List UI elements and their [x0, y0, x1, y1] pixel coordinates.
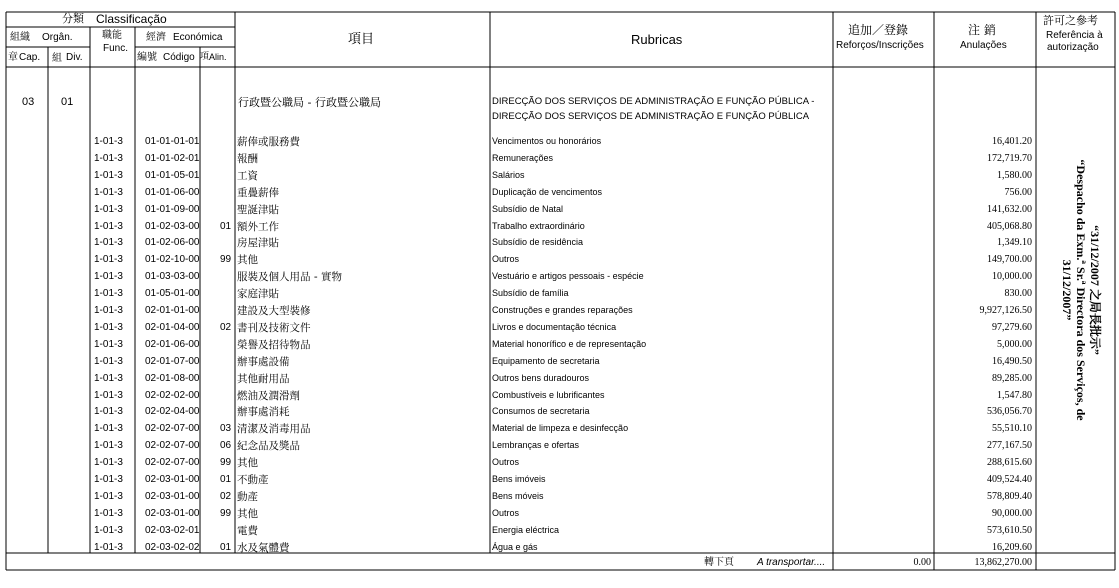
- row-anulacao: 5,000.00: [997, 339, 1032, 350]
- row-item-zh: 榮譽及招待物品: [237, 339, 311, 351]
- header-div-zh: 組: [52, 53, 62, 64]
- row-func: 1-01-3: [94, 406, 123, 417]
- row-item-zh: 水及氣體費: [237, 542, 290, 554]
- row-func: 1-01-3: [94, 373, 123, 384]
- row-func: 1-01-3: [94, 542, 123, 553]
- row-alin: 99: [220, 254, 232, 265]
- row-rubrica-pt: Subsídio de residência: [492, 237, 584, 247]
- row-codigo: 02-03-01-00: [145, 508, 200, 519]
- row-item-zh: 燃油及潤滑劑: [237, 390, 300, 402]
- row-anulacao: 172,719.70: [987, 153, 1032, 164]
- row-codigo: 01-02-03-00: [145, 221, 200, 232]
- row-anulacao: 55,510.10: [992, 423, 1032, 434]
- row-func: 1-01-3: [94, 322, 123, 333]
- row-item-zh: 其他耐用品: [237, 373, 290, 385]
- header-anulacoes-zh: 注 銷: [968, 23, 996, 37]
- row-item-zh: 電費: [237, 525, 258, 537]
- header-economica-pt: Económica: [173, 32, 223, 43]
- row-codigo: 01-01-09-00: [145, 204, 200, 215]
- row-item-zh: 薪俸或服務費: [237, 136, 300, 148]
- row-codigo: 02-01-01-00: [145, 305, 200, 316]
- row-item-zh: 房屋津貼: [237, 237, 279, 249]
- row-func: 1-01-3: [94, 474, 123, 485]
- header-cap-pt: Cap.: [19, 52, 41, 63]
- row-alin: 99: [220, 457, 232, 468]
- entity-name-pt-2: DIRECÇÃO DOS SERVIÇOS DE ADMINISTRAÇÃO E FUNÇÃO PÚBLICA: [492, 111, 810, 122]
- row-alin: 01: [220, 221, 232, 232]
- row-anulacao: 16,490.50: [992, 356, 1032, 367]
- row-alin: 02: [220, 491, 232, 502]
- row-rubrica-pt: Subsídio de Natal: [492, 204, 564, 214]
- row-func: 1-01-3: [94, 423, 123, 434]
- row-func: 1-01-3: [94, 221, 123, 232]
- header-funcional-pt: Func.: [103, 43, 129, 54]
- row-anulacao: 141,632.00: [987, 204, 1032, 215]
- row-func: 1-01-3: [94, 525, 123, 536]
- row-rubrica-pt: Outros: [492, 254, 520, 264]
- footer-label-zh: 轉下頁: [704, 557, 734, 568]
- header-rubricas: Rubricas: [631, 32, 683, 47]
- row-item-zh: 動產: [237, 491, 258, 503]
- row-item-zh: 其他: [237, 508, 258, 520]
- row-func: 1-01-3: [94, 187, 123, 198]
- row-rubrica-pt: Construções e grandes reparações: [492, 305, 633, 315]
- row-alin: 02: [220, 322, 232, 333]
- row-item-zh: 辦事處消耗: [237, 406, 290, 418]
- row-func: 1-01-3: [94, 170, 123, 181]
- row-item-zh: 其他: [237, 457, 258, 469]
- row-anulacao: 578,809.40: [987, 491, 1032, 502]
- entity-name-zh: 行政暨公職局 - 行政暨公職局: [238, 96, 381, 109]
- row-func: 1-01-3: [94, 440, 123, 451]
- row-rubrica-pt: Outros bens duradouros: [492, 373, 590, 383]
- header-referencia-pt2: autorização: [1047, 42, 1099, 53]
- row-func: 1-01-3: [94, 491, 123, 502]
- row-func: 1-01-3: [94, 356, 123, 367]
- row-anulacao: 89,285.00: [992, 373, 1032, 384]
- row-func: 1-01-3: [94, 254, 123, 265]
- row-codigo: 02-01-08-00: [145, 373, 200, 384]
- row-codigo: 02-03-02-01: [145, 525, 200, 536]
- row-rubrica-pt: Duplicação de vencimentos: [492, 187, 603, 197]
- row-codigo: 01-01-02-01: [145, 153, 200, 164]
- row-rubrica-pt: Água e gás: [492, 542, 538, 552]
- row-func: 1-01-3: [94, 390, 123, 401]
- row-codigo: 02-01-04-00: [145, 322, 200, 333]
- row-codigo: 02-01-06-00: [145, 339, 200, 350]
- header-cap-zh: 章: [8, 52, 18, 63]
- row-item-zh: 建設及大型裝修: [237, 305, 311, 317]
- header-classificacao-zh: 分類: [62, 12, 84, 25]
- header-div-pt: Div.: [66, 52, 83, 63]
- header-organica-zh: 組織: [10, 32, 30, 43]
- row-item-zh: 不動產: [237, 474, 269, 486]
- row-codigo: 02-02-07-00: [145, 440, 200, 451]
- row-codigo: 01-01-05-01: [145, 170, 200, 181]
- row-rubrica-pt: Bens imóveis: [492, 474, 546, 484]
- row-anulacao: 90,000.00: [992, 508, 1032, 519]
- header-codigo-zh: 編號: [137, 52, 157, 63]
- row-rubrica-pt: Equipamento de secretaria: [492, 356, 600, 366]
- row-func: 1-01-3: [94, 288, 123, 299]
- row-codigo: 02-02-04-00: [145, 406, 200, 417]
- row-item-zh: 家庭津貼: [237, 288, 279, 300]
- row-func: 1-01-3: [94, 237, 123, 248]
- row-codigo: 02-02-07-00: [145, 457, 200, 468]
- row-item-zh: 書刊及技術文件: [237, 322, 311, 334]
- row-anulacao: 536,056.70: [987, 406, 1032, 417]
- row-item-zh: 服裝及個人用品 - 實物: [237, 271, 342, 283]
- row-anulacao: 573,610.50: [987, 525, 1032, 536]
- row-codigo: 01-03-03-00: [145, 271, 200, 282]
- row-func: 1-01-3: [94, 271, 123, 282]
- row-codigo: 01-02-10-00: [145, 254, 200, 265]
- row-anulacao: 16,401.20: [992, 136, 1032, 147]
- row-codigo: 01-02-06-00: [145, 237, 200, 248]
- row-alin: 06: [220, 440, 232, 451]
- entity-cap: 03: [22, 96, 35, 108]
- row-codigo: 01-01-06-00: [145, 187, 200, 198]
- row-rubrica-pt: Subsídio de família: [492, 288, 569, 298]
- reference-note: [1045, 90, 1117, 490]
- row-func: 1-01-3: [94, 305, 123, 316]
- row-func: 1-01-3: [94, 508, 123, 519]
- row-rubrica-pt: Livros e documentação técnica: [492, 322, 617, 332]
- header-funcional-zh: 職能: [102, 30, 122, 41]
- row-item-zh: 聖誕津貼: [237, 204, 279, 216]
- row-alin: 99: [220, 508, 232, 519]
- row-anulacao: 149,700.00: [987, 254, 1032, 265]
- row-anulacao: 756.00: [1004, 187, 1032, 198]
- row-rubrica-pt: Vencimentos ou honorários: [492, 136, 602, 146]
- header-anulacoes-pt: Anulações: [960, 40, 1007, 51]
- row-anulacao: 1,547.80: [997, 390, 1032, 401]
- row-anulacao: 277,167.50: [987, 440, 1032, 451]
- footer-anulacao-total: 13,862,270.00: [974, 557, 1032, 568]
- reference-note-line1: “31/12/2007 之局長批示”: [1088, 225, 1102, 355]
- row-anulacao: 409,524.40: [987, 474, 1032, 485]
- header-codigo-pt: Código: [163, 52, 195, 63]
- row-codigo: 01-05-01-00: [145, 288, 200, 299]
- row-item-zh: 重疊薪俸: [237, 187, 279, 199]
- row-item-zh: 其他: [237, 254, 258, 266]
- row-item-zh: 紀念品及獎品: [237, 440, 300, 452]
- row-item-zh: 額外工作: [237, 221, 279, 233]
- row-codigo: 02-02-02-00: [145, 390, 200, 401]
- row-alin: 01: [220, 542, 232, 553]
- row-anulacao: 10,000.00: [992, 271, 1032, 282]
- row-func: 1-01-3: [94, 136, 123, 147]
- row-rubrica-pt: Outros: [492, 508, 520, 518]
- row-anulacao: 288,615.60: [987, 457, 1032, 468]
- row-codigo: 02-03-01-00: [145, 474, 200, 485]
- entity-div: 01: [61, 96, 74, 108]
- row-anulacao: 1,580.00: [997, 170, 1032, 181]
- row-func: 1-01-3: [94, 339, 123, 350]
- entity-name-pt-1: DIRECÇÃO DOS SERVIÇOS DE ADMINISTRAÇÃO E FUNÇÃO PÚBLICA -: [492, 96, 815, 107]
- reference-note-line3: 31/12/2007”: [1060, 259, 1074, 321]
- row-codigo: 02-01-07-00: [145, 356, 200, 367]
- header-reforcos-pt: Reforços/Inscrições: [836, 40, 924, 51]
- row-rubrica-pt: Material de limpeza e desinfecção: [492, 423, 629, 433]
- row-rubrica-pt: Material honorífico e de representação: [492, 339, 647, 349]
- row-item-zh: 辦事處設備: [237, 356, 290, 368]
- row-func: 1-01-3: [94, 204, 123, 215]
- row-rubrica-pt: Salários: [492, 170, 525, 180]
- row-rubrica-pt: Bens móveis: [492, 491, 544, 501]
- header-referencia-pt1: Referência à: [1046, 30, 1103, 41]
- row-func: 1-01-3: [94, 457, 123, 468]
- header-reforcos-zh: 追加／登錄: [848, 23, 909, 37]
- row-rubrica-pt: Lembranças e ofertas: [492, 440, 580, 450]
- row-anulacao: 405,068.80: [987, 221, 1032, 232]
- row-codigo: 01-01-01-01: [145, 136, 200, 147]
- header-alin-zh: 項: [200, 52, 210, 62]
- row-anulacao: 1,349.10: [997, 237, 1032, 248]
- row-rubrica-pt: Energia eléctrica: [492, 525, 560, 535]
- row-rubrica-pt: Vestuário e artigos pessoais - espécie: [492, 271, 644, 281]
- row-item-zh: 清潔及消毒用品: [237, 423, 311, 435]
- row-alin: 01: [220, 474, 232, 485]
- row-anulacao: 830.00: [1004, 288, 1032, 299]
- header-referencia-zh: 許可之參考: [1043, 14, 1098, 27]
- header-organica-pt: Orgân.: [42, 32, 73, 43]
- row-codigo: 02-03-01-00: [145, 491, 200, 502]
- header-economica-zh: 經濟: [146, 32, 166, 43]
- row-anulacao: 9,927,126.50: [979, 305, 1032, 316]
- footer-label-pt: A transportar....: [757, 557, 826, 568]
- row-anulacao: 97,279.60: [992, 322, 1032, 333]
- row-alin: 03: [220, 423, 232, 434]
- row-anulacao: 16,209.60: [992, 542, 1032, 553]
- row-codigo: 02-02-07-00: [145, 423, 200, 434]
- row-rubrica-pt: Remunerações: [492, 153, 554, 163]
- header-alin-pt: Alin.: [209, 52, 227, 62]
- footer-reforco-total: 0.00: [913, 557, 931, 568]
- row-codigo: 02-03-02-02: [145, 542, 200, 553]
- row-item-zh: 報酬: [237, 153, 258, 165]
- reference-note-line2: “Despacho da Exm.ª Sr.ª Directora dos Serviços, de: [1074, 159, 1088, 421]
- header-items-zh: 項目: [348, 32, 375, 47]
- row-rubrica-pt: Combustíveis e lubrificantes: [492, 390, 605, 400]
- header-classificacao-pt: Classificação: [96, 12, 167, 26]
- row-rubrica-pt: Outros: [492, 457, 520, 467]
- row-rubrica-pt: Consumos de secretaria: [492, 406, 590, 416]
- row-func: 1-01-3: [94, 153, 123, 164]
- row-item-zh: 工資: [237, 170, 258, 182]
- row-rubrica-pt: Trabalho extraordinário: [492, 221, 585, 231]
